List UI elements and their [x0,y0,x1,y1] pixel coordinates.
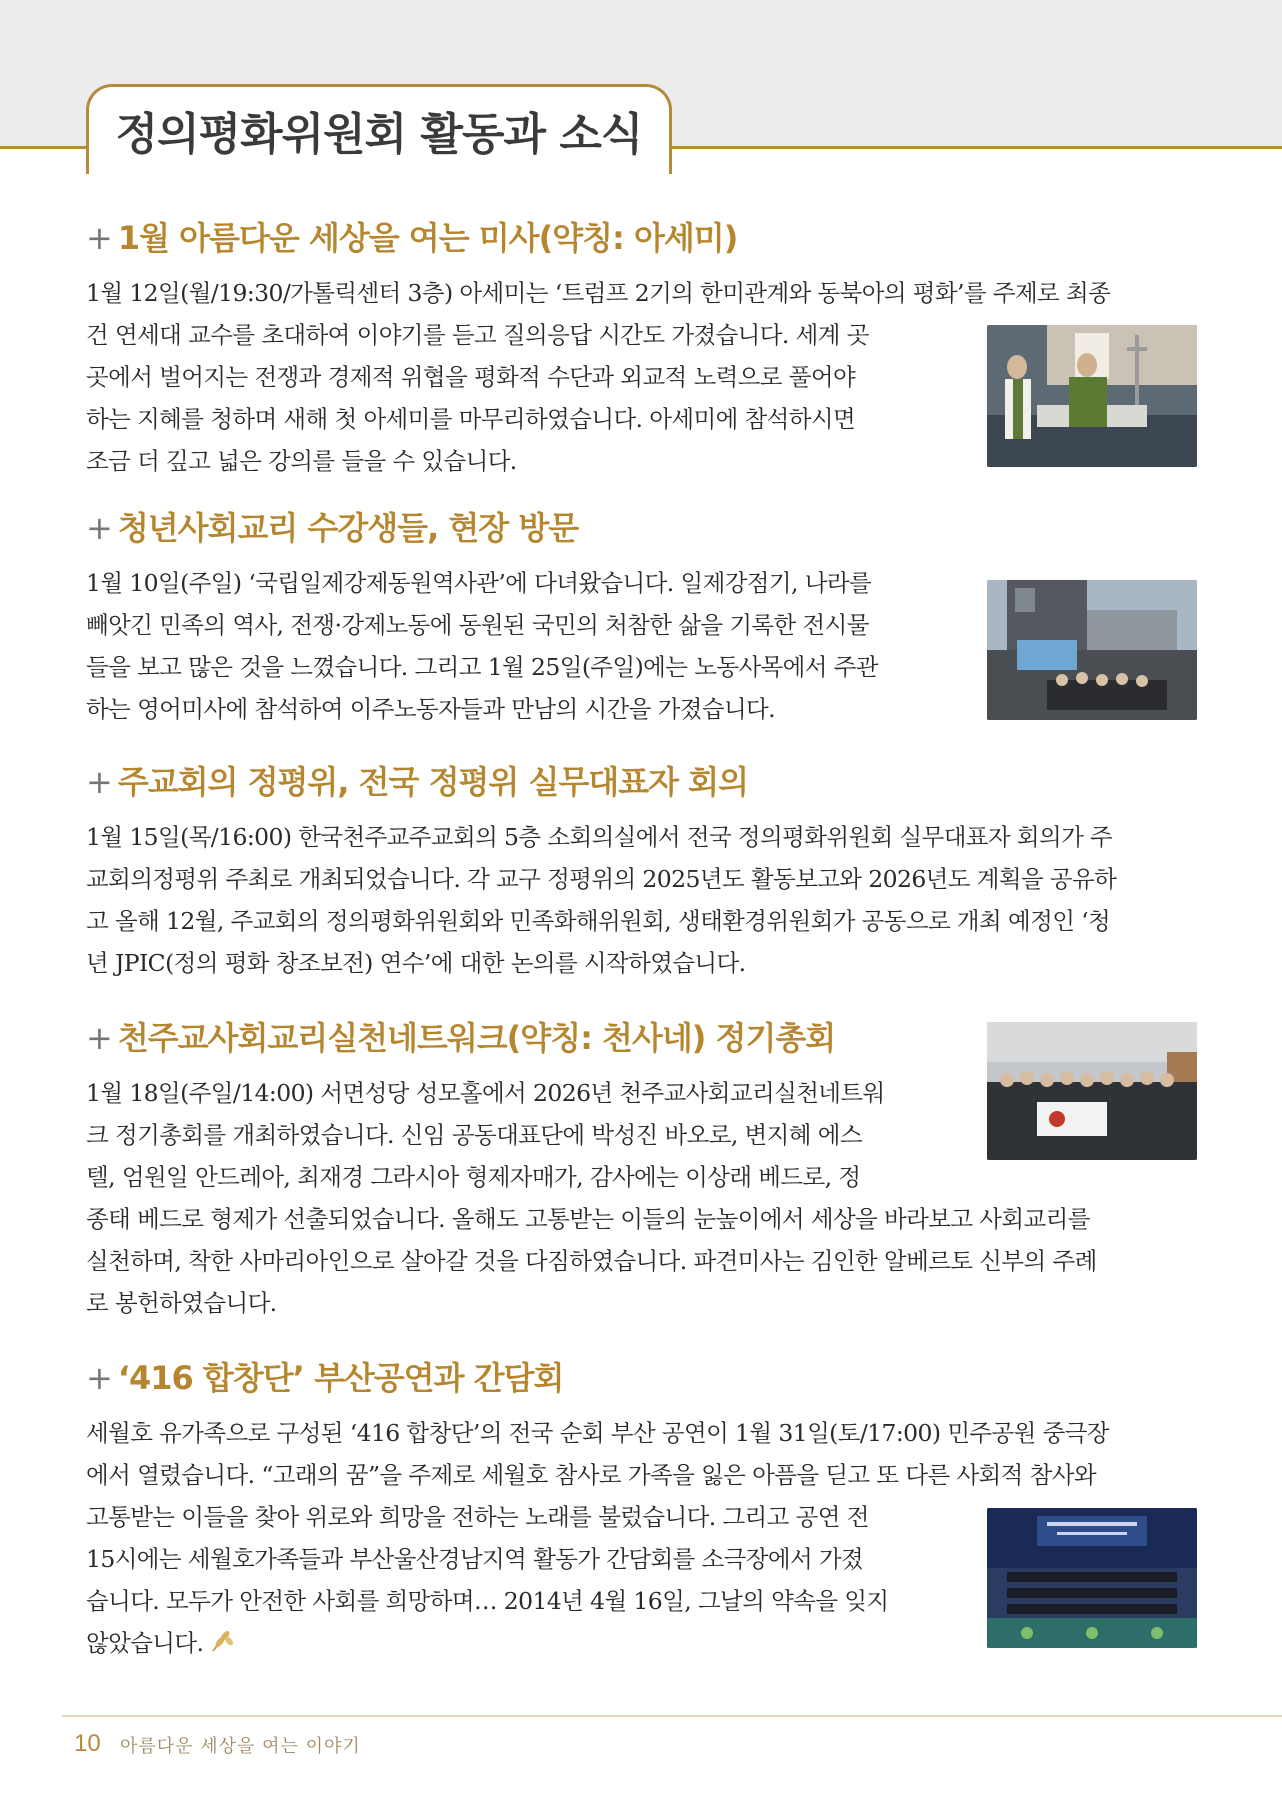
page-title: 정의평화위원회 활동과 소식 [115,109,643,160]
header-rule-right [669,146,1282,149]
body-line: 년 JPIC(정의 평화 창조보전) 연수’에 대한 논의를 시작하였습니다. [86,949,746,977]
section-heading [86,218,1198,258]
museum-visit-photo [987,580,1197,720]
wheat-leaf-icon [209,1624,235,1665]
plus-icon: + [86,509,112,547]
plus-icon: + [86,763,112,801]
section-heading [86,1358,1198,1398]
body-line: 1월 18일(주일/14:00) 서면성당 성모홀에서 2026년 천주교사회교리실천네트워 [86,1079,885,1107]
header-rule-left [0,146,89,149]
section-heading-text: 1월 아름다운 세상을 여는 미사(약칭: 아세미) [117,219,738,257]
body-line: 고 올해 12월, 주교회의 정의평화위원회와 민족화해위원회, 생태환경위원회가 공동으로 개최 예정인 ‘청 [86,907,1111,935]
body-line: 로 봉헌하였습니다. [86,1289,277,1317]
body-line: 건 연세대 교수를 초대하여 이야기를 듣고 질의응답 시간도 가졌습니다. 세계 곳 [86,321,869,349]
section-heading-text: 주교회의 정평위, 전국 정평위 실무대표자 회의 [117,763,749,801]
body-line: 하는 지혜를 청하며 새해 첫 아세미를 마무리하였습니다. 아세미에 참석하시면 [86,405,856,433]
plus-icon: + [86,1359,112,1397]
page-number: 10 [74,1730,101,1757]
body-line: 곳에서 벌어지는 전쟁과 경제적 위협을 평화적 수단과 외교적 노력으로 풀어야 [86,363,856,391]
title-tab [86,84,672,174]
assembly-group-photo [987,1022,1197,1160]
plus-icon: + [86,1019,112,1057]
body-line: 들을 보고 많은 것을 느꼈습니다. 그리고 1월 25일(주일)에는 노동사목에서 주관 [86,653,878,681]
body-line: 크 정기총회를 개최하였습니다. 신임 공동대표단에 박성진 바오로, 변지혜 에스 [86,1121,862,1149]
section-body [86,816,1198,984]
body-line [86,1622,956,1664]
body-line-text: 않았습니다. [86,1629,204,1657]
section-heading [86,508,1198,548]
body-line: 교회의정평위 주최로 개최되었습니다. 각 교구 정평위의 2025년도 활동보고와 2026년도 계획을 공유하 [86,865,1117,893]
body-line: 고통받는 이들을 찾아 위로와 희망을 전하는 노래를 불렀습니다. 그리고 공연 전 [86,1503,869,1531]
body-line: 종태 베드로 형제가 선출되었습니다. 올해도 고통받는 이들의 눈높이에서 세상을 바라보고 사회교리를 [86,1205,1090,1233]
body-line: 1월 15일(목/16:00) 한국천주교주교회의 5층 소회의실에서 전국 정의평화위원회 실무대표자 회의가 주 [86,823,1113,851]
body-line: 1월 10일(주일) ‘국립일제강제동원역사관’에 다녀왔습니다. 일제강점기, 나라를 [86,569,872,597]
body-line: 조금 더 깊고 넓은 강의를 들을 수 있습니다. [86,447,517,475]
body-line: 실천하며, 착한 사마리아인으로 살아갈 것을 다짐하였습니다. 파견미사는 김인한 알베르토 신부의 주례 [86,1247,1097,1275]
body-line: 빼앗긴 민족의 역사, 전쟁·강제노동에 동원된 국민의 처참한 삶을 기록한 전시물 [86,611,869,639]
body-line: 세월호 유가족으로 구성된 ‘416 합창단’의 전국 순회 부산 공연이 1월 31일(토/17:00) 민주공원 중극장 [86,1419,1109,1447]
section-heading-text: 청년사회교리 수강생들, 현장 방문 [117,509,579,547]
section-bishops-meeting [86,762,1198,984]
section-heading [86,762,1198,802]
section-heading-text: 천주교사회교리실천네트워크(약칭: 천사네) 정기총회 [117,1019,836,1057]
section-heading-text: ‘416 합창단’ 부산공연과 간담회 [117,1359,564,1397]
publication-name: 아름다운 세상을 여는 이야기 [120,1736,361,1757]
body-line: 1월 12일(월/19:30/가톨릭센터 3층) 아세미는 ‘트럼프 2기의 한미관계와 동북아의 평화’를 주제로 최종 [86,279,1111,307]
footer-rule [62,1715,1282,1717]
choir-concert-photo [987,1508,1197,1648]
plus-icon: + [86,219,112,257]
mass-photo [987,325,1197,467]
body-line: 습니다. 모두가 안전한 사회를 희망하며… 2014년 4월 16일, 그날의 약속을 잊지 [86,1587,889,1615]
body-line: 하는 영어미사에 참석하여 이주노동자들과 만남의 시간을 가졌습니다. [86,695,776,723]
body-line: 에서 열렸습니다. “고래의 꿈”을 주제로 세월호 참사로 가족을 잃은 아픔을 딛고 또 다른 사회적 참사와 [86,1461,1096,1489]
body-line: 텔, 엄원일 안드레아, 최재경 그라시아 형제자매가, 감사에는 이상래 베드로, 정 [86,1163,861,1191]
body-line: 15시에는 세월호가족들과 부산울산경남지역 활동가 간담회를 소극장에서 가졌 [86,1545,864,1573]
